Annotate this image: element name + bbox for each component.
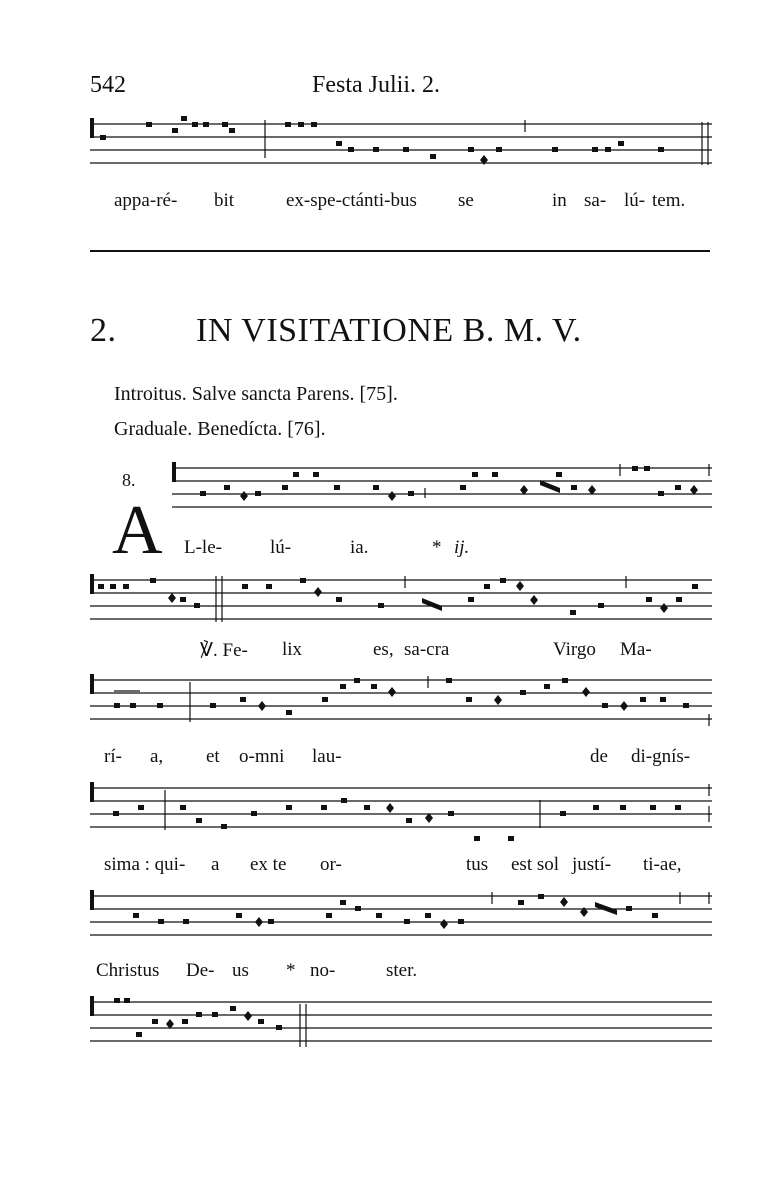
lyric-syllable: Virgo [553, 639, 596, 660]
chant-staff-3 [0, 570, 763, 640]
lyric-syllable: Christus [96, 960, 160, 981]
lyric-syllable: di-gnís- [631, 746, 691, 767]
lyric-syllable: rí- [104, 746, 122, 767]
chant-staff-5 [0, 778, 763, 858]
lyric-syllable: ti-ae, [643, 854, 682, 875]
lyric-syllable: us [232, 960, 249, 981]
lyric-syllable: et [206, 746, 220, 767]
lyric-syllable: sa- [584, 190, 607, 211]
mode-number: 8. [122, 470, 136, 490]
lyric-syllable: sima : qui- [104, 854, 186, 875]
lyric-syllable: or- [320, 854, 342, 875]
lyric-syllable: ex te [250, 854, 287, 875]
lyric-syllable: no- [310, 960, 336, 981]
initial-letter: A [112, 492, 163, 569]
chant-staff-6 [0, 886, 763, 956]
chant-staff-4 [0, 670, 763, 740]
lyric-syllable: tus [466, 854, 489, 875]
chant-staff-7 [0, 992, 763, 1062]
lyric-syllable: bit [214, 190, 235, 211]
section-title: IN VISITATIONE B. M. V. [196, 312, 582, 349]
lyric-syllable: ster. [386, 960, 418, 981]
lyric-syllable: est sol [511, 854, 560, 875]
lyric-syllable: o-mni [239, 746, 285, 767]
page-number: 542 [90, 72, 126, 98]
lyric-syllable: lú- [624, 190, 646, 211]
lyric-syllable: es, [373, 639, 394, 660]
lyric-syllable: lix [282, 639, 303, 660]
lyric-syllable: de [590, 746, 608, 767]
chant-staff-1 [0, 110, 763, 180]
asterisk-mark: * [286, 960, 296, 981]
lyric-syllable: justí- [572, 854, 612, 875]
section-number: 2. [90, 312, 117, 349]
lyric-syllable: appa-ré- [114, 190, 178, 211]
chant-staff-2 [0, 458, 763, 528]
lyric-syllable: a, [150, 746, 164, 767]
lyric-syllable: ia. [350, 537, 369, 558]
lyric-syllable: Ma- [620, 639, 652, 660]
running-title: Festa Julii. 2. [312, 72, 441, 98]
gradual-reference: Graduale. Benedícta. [76]. [114, 418, 326, 440]
lyric-syllable: L-le- [184, 537, 222, 558]
lyric-syllable: lú- [270, 537, 292, 558]
lyric-syllable: in [552, 190, 567, 211]
lyric-syllable: sa-cra [404, 639, 450, 660]
introit-reference: Introitus. Salve sancta Parens. [75]. [114, 383, 398, 405]
lyric-syllable: De- [186, 960, 215, 981]
section-divider [90, 250, 710, 252]
repeat-mark: ij. [454, 537, 470, 558]
lyric-syllable: ℣. Fe- [200, 640, 248, 661]
lyric-syllable: se [458, 190, 474, 211]
lyric-syllable: ex-spe-ctánti-bus [286, 190, 417, 211]
lyric-syllable: a [211, 854, 220, 875]
lyric-syllable: lau- [312, 746, 342, 767]
asterisk-mark: * [432, 537, 442, 558]
lyric-syllable: tem. [652, 190, 686, 211]
